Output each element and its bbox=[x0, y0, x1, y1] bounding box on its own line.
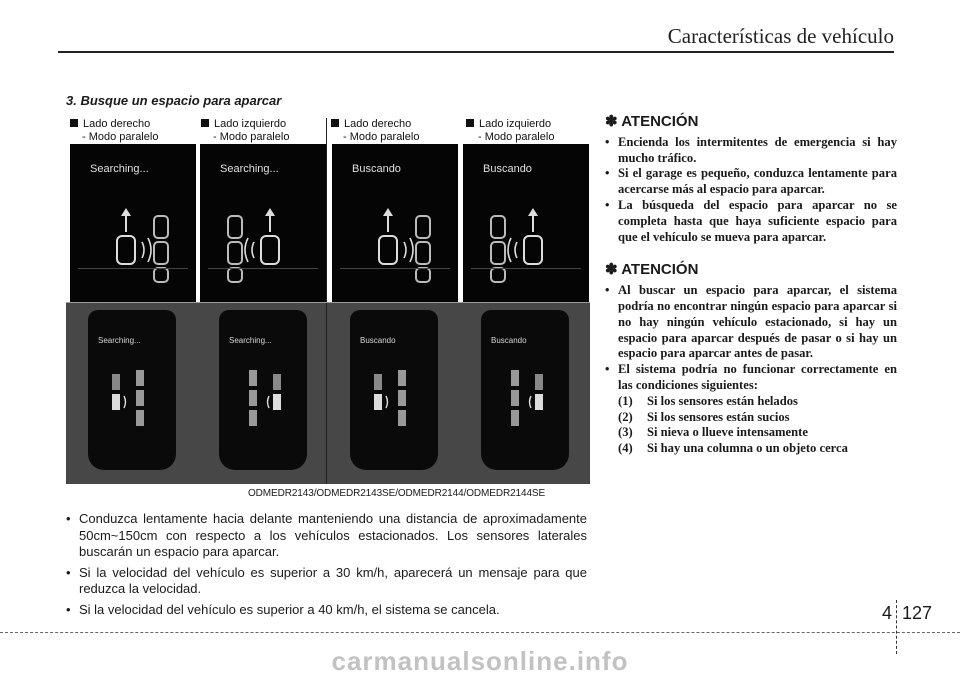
screen-divider bbox=[340, 268, 450, 269]
parking-scene-icon bbox=[463, 144, 589, 302]
list-item-text: Al buscar un espacio para aparcar, el sistema podría no encontrar ningún espacio para aparcar si no hay ningún vehículo estacionado, si hay un espacio para aparcar después de pasar o si hay un espacio para aparcar antes de pasar. bbox=[618, 283, 897, 361]
panel-label-3 bbox=[331, 118, 419, 144]
parking-scene-icon bbox=[70, 144, 196, 302]
list-item bbox=[66, 602, 587, 619]
sub-list-item bbox=[618, 425, 897, 441]
screen-text: Buscando bbox=[352, 163, 401, 175]
attention-block-1 bbox=[605, 114, 897, 245]
panel-label-1 bbox=[70, 118, 158, 144]
figure-divider-vertical bbox=[326, 118, 327, 484]
square-bullet-icon bbox=[201, 119, 209, 127]
sub-item-number: (2) bbox=[618, 409, 633, 424]
panel-label-2 bbox=[201, 118, 289, 144]
panel-label-text: Lado derecho bbox=[344, 118, 412, 130]
figure-divider-horizontal bbox=[66, 302, 590, 303]
cluster-text: Searching... bbox=[229, 336, 272, 345]
attention-block-2 bbox=[605, 262, 897, 457]
list-item bbox=[605, 166, 897, 198]
display-screen-1 bbox=[70, 144, 196, 302]
attention-heading bbox=[605, 114, 897, 130]
footer-rule bbox=[0, 632, 960, 633]
panel-label-text: Lado izquierdo bbox=[479, 118, 552, 130]
bullet-icon: • bbox=[605, 166, 610, 181]
sub-list-item bbox=[618, 394, 897, 410]
panel-sublabel: - Modo paralelo bbox=[213, 131, 290, 143]
list-item-text: Si la velocidad del vehículo es superior a 40 km/h, el sistema se cancela. bbox=[79, 601, 500, 617]
screen-divider bbox=[208, 268, 318, 269]
cluster-scene-icon bbox=[350, 310, 438, 470]
list-item-text: Encienda los intermitentes de emergencia si hay mucho tráfico. bbox=[618, 134, 897, 165]
bullet-icon: • bbox=[605, 283, 610, 298]
attention-column bbox=[605, 114, 897, 457]
cluster-text: Buscando bbox=[491, 336, 527, 345]
bullet-icon: • bbox=[66, 511, 71, 526]
screen-text: Buscando bbox=[483, 163, 532, 175]
panel-sublabel: - Modo paralelo bbox=[478, 131, 555, 143]
parking-scene-icon bbox=[200, 144, 326, 302]
list-item bbox=[605, 362, 897, 457]
cluster-photo-2 bbox=[197, 302, 328, 484]
cluster-scene-icon bbox=[88, 310, 176, 470]
display-screen-4 bbox=[463, 144, 589, 302]
cluster-scene-icon bbox=[481, 310, 569, 470]
list-item bbox=[605, 283, 897, 362]
square-bullet-icon bbox=[70, 119, 78, 127]
chapter-number: 4 bbox=[882, 603, 893, 623]
display-screen-2 bbox=[200, 144, 326, 302]
sub-item-text: Si nieva o llueve intensamente bbox=[647, 425, 808, 440]
panel-label-text: Lado derecho bbox=[83, 118, 151, 130]
screen-text: Searching... bbox=[220, 163, 279, 175]
bullet-icon: • bbox=[605, 134, 610, 149]
cluster-photo-3 bbox=[328, 302, 459, 484]
list-item-text: El sistema podría no funcionar correctamente en las condiciones siguientes: bbox=[618, 362, 897, 392]
screen-divider bbox=[78, 268, 188, 269]
attention-heading bbox=[605, 262, 897, 278]
screen-text: Searching... bbox=[90, 163, 149, 175]
sub-item-number: (3) bbox=[618, 425, 633, 440]
display-screen-3 bbox=[332, 144, 458, 302]
list-item-text: Conduzca lentamente hacia delante manteniendo una distancia de aproximadamente 50cm~150cm con respecto a los vehículos estacionados. Los sensores laterales buscarán un espacio para aparcar. bbox=[79, 511, 587, 560]
list-item bbox=[66, 511, 587, 561]
star-icon: ✽ bbox=[605, 261, 618, 279]
square-bullet-icon bbox=[331, 119, 339, 127]
sub-item-text: Si hay una columna o un objeto cerca bbox=[647, 441, 848, 456]
cluster-photo-4 bbox=[459, 302, 590, 484]
header-rule bbox=[58, 51, 894, 53]
square-bullet-icon bbox=[466, 119, 474, 127]
bullet-icon: • bbox=[605, 197, 610, 212]
figure-code: ODMEDR2143/ODMEDR2143SE/ODMEDR2144/ODMEDR2144SE bbox=[248, 488, 546, 499]
list-item bbox=[605, 135, 897, 167]
list-item-text: Si la velocidad del vehículo es superior a 30 km/h, aparecerá un mensaje para que reduzca la velocidad. bbox=[79, 564, 587, 597]
list-item bbox=[605, 198, 897, 245]
sub-item-text: Si los sensores están sucios bbox=[647, 409, 790, 424]
parking-scene-icon bbox=[332, 144, 458, 302]
list-item bbox=[66, 565, 587, 598]
sub-list-item bbox=[618, 441, 897, 457]
cluster-text: Searching... bbox=[98, 336, 141, 345]
watermark: carmanualsonline.info bbox=[331, 646, 629, 676]
attention-title: ATENCIÓN bbox=[621, 261, 699, 279]
panel-label-4 bbox=[466, 118, 554, 144]
section-title: 3. Busque un espacio para aparcar bbox=[66, 93, 282, 108]
panel-label-text: Lado izquierdo bbox=[214, 118, 287, 130]
instruction-list bbox=[66, 511, 587, 623]
bullet-icon: • bbox=[66, 564, 71, 580]
screen-divider bbox=[471, 268, 581, 269]
cluster-photo-1 bbox=[66, 302, 197, 484]
bullet-icon: • bbox=[605, 362, 610, 377]
cluster-text: Buscando bbox=[360, 336, 396, 345]
sub-item-number: (4) bbox=[618, 441, 633, 456]
sub-item-number: (1) bbox=[618, 393, 633, 408]
panel-sublabel: - Modo paralelo bbox=[343, 131, 420, 143]
list-item-text: Si el garage es pequeño, conduzca lentamente para acercarse más al espacio para aparcar. bbox=[618, 166, 897, 197]
sub-list-item bbox=[618, 410, 897, 426]
star-icon: ✽ bbox=[605, 113, 618, 130]
page-number: 127 bbox=[902, 603, 933, 623]
bullet-icon: • bbox=[66, 601, 71, 617]
attention-title: ATENCIÓN bbox=[621, 113, 699, 130]
sub-item-text: Si los sensores están helados bbox=[647, 393, 798, 408]
header-title: Características de vehículo bbox=[667, 24, 894, 48]
panel-sublabel: - Modo paralelo bbox=[82, 131, 159, 143]
cluster-scene-icon bbox=[219, 310, 307, 470]
parking-figure bbox=[66, 118, 590, 484]
list-item-text: La búsqueda del espacio para aparcar no se completa hasta que haya suficiente espacio para que el vehículo se mueva para aparcar. bbox=[618, 197, 897, 244]
